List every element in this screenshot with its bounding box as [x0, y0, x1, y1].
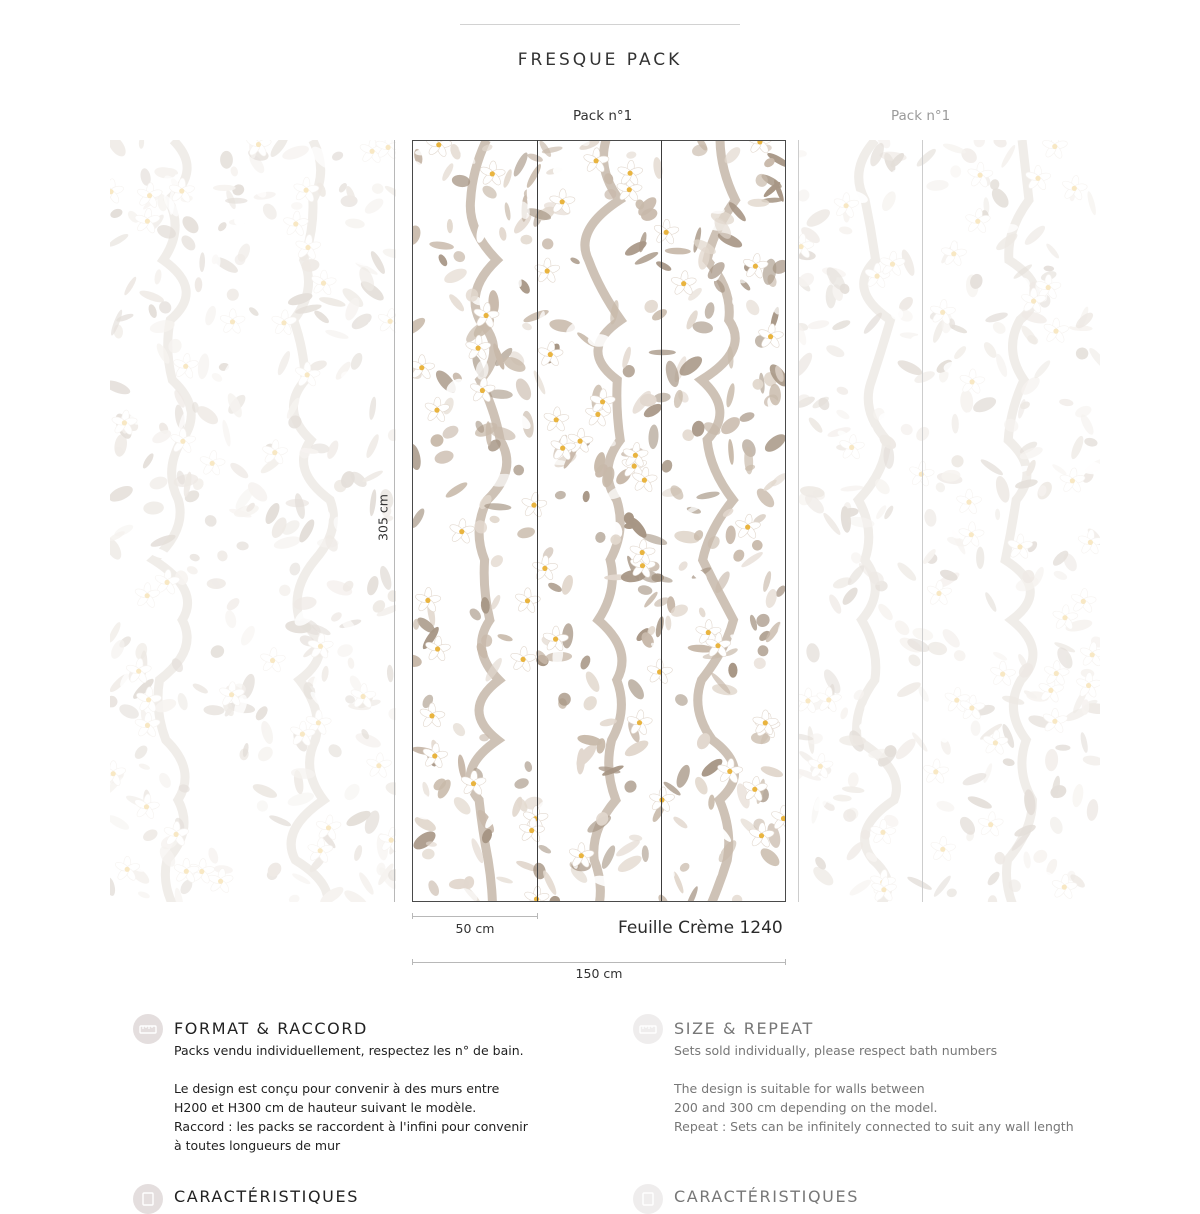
panel-seam [661, 140, 662, 902]
leaf [798, 881, 813, 900]
leaf [840, 140, 853, 162]
leaf [985, 870, 1001, 887]
leaf [223, 609, 237, 629]
leaf [992, 140, 1008, 149]
leaf [291, 202, 302, 210]
leaf [1075, 347, 1088, 360]
leaf [946, 887, 958, 898]
leaf [804, 206, 833, 230]
dimension-tick [537, 913, 538, 919]
leaf [798, 613, 808, 631]
leaf [935, 799, 956, 814]
leaf [798, 350, 815, 379]
leaf [923, 508, 937, 527]
leaf [1071, 858, 1083, 871]
leaf [938, 431, 959, 454]
info-line-en: Repeat : Sets can be infinitely connected to suit any wall length [674, 1119, 1074, 1134]
leaf [903, 205, 923, 212]
leaf [335, 642, 354, 659]
leaf [365, 575, 380, 597]
leaf [296, 517, 317, 544]
leaf [110, 232, 130, 249]
leaf [1048, 815, 1066, 836]
leaf [228, 460, 251, 481]
characteristics-heading-en: CARACTÉRISTIQUES [674, 1187, 859, 1206]
leaf [220, 151, 233, 169]
leaf [979, 457, 1005, 477]
leaf [1069, 434, 1086, 460]
leaf [189, 553, 201, 563]
leaf [845, 563, 867, 587]
leaf [1052, 569, 1068, 582]
leaf [228, 883, 239, 902]
panel-seam [537, 140, 538, 902]
flower [310, 270, 337, 296]
leaf [950, 165, 961, 177]
leaf [982, 762, 994, 783]
flower [219, 309, 246, 335]
leaf [362, 196, 386, 217]
leaf [253, 704, 270, 722]
leaf [342, 887, 371, 902]
leaf [275, 350, 292, 377]
leaf [364, 433, 381, 459]
leaf [1071, 783, 1085, 808]
leaf [992, 650, 1008, 662]
leaf [810, 354, 836, 375]
leaf [835, 408, 851, 421]
leaf [184, 527, 212, 534]
leaf [141, 452, 155, 470]
leaf [138, 140, 144, 149]
flower [1075, 672, 1100, 698]
leaf [966, 740, 980, 754]
leaf [341, 781, 362, 803]
leaf [209, 251, 221, 270]
leaf [324, 328, 349, 341]
leaf [802, 384, 821, 391]
leaf [179, 233, 198, 253]
leaf [952, 344, 968, 361]
leaf [971, 394, 998, 415]
flower [366, 752, 393, 778]
leaf [329, 610, 343, 623]
leaf [839, 706, 850, 720]
flower [940, 241, 967, 267]
leaf [956, 600, 973, 611]
characteristics-heading-fr: CARACTÉRISTIQUES [174, 1187, 359, 1206]
info-line-fr: Le design est conçu pour convenir à des murs entre [174, 1081, 500, 1096]
main-pack-frame [412, 140, 786, 902]
flower [956, 489, 983, 515]
leaf [368, 396, 377, 420]
leaf [224, 596, 241, 613]
leaf [1078, 413, 1096, 437]
pack-label-next[interactable]: Pack n°1 [891, 108, 951, 124]
foliage-pattern [110, 140, 396, 902]
leaf [110, 207, 124, 220]
leaf [942, 142, 967, 156]
preview-panel-right-faded [798, 140, 1100, 902]
leaf [807, 319, 830, 331]
leaf [368, 712, 380, 730]
leaf [147, 303, 158, 319]
format-heading-fr: FORMAT & RACCORD [174, 1019, 368, 1038]
leaf [312, 309, 330, 326]
leaf [153, 269, 162, 285]
leaf [984, 220, 998, 235]
leaf [255, 798, 271, 814]
leaf [110, 813, 131, 833]
leaf [836, 385, 850, 396]
ruler-icon [633, 1014, 663, 1044]
leaf [361, 469, 384, 484]
leaf [219, 849, 239, 866]
leaf [137, 890, 151, 900]
leaf [807, 416, 825, 435]
leaf [195, 277, 203, 292]
leaf [1087, 140, 1099, 149]
pack-label-main[interactable]: Pack n°1 [573, 108, 633, 124]
leaf [110, 378, 132, 398]
leaf [946, 194, 959, 202]
leaf [970, 236, 986, 259]
flower [922, 759, 949, 785]
leaf [952, 648, 968, 663]
page-title: FRESQUE PACK [517, 50, 683, 70]
foliage-pattern [798, 140, 1100, 902]
leaf [1052, 580, 1070, 596]
leaf [347, 657, 355, 669]
leaf [215, 549, 229, 564]
leaf [378, 565, 394, 591]
panel-width-dimension-line [412, 916, 538, 917]
flower [259, 647, 286, 673]
info-line-fr: à toutes longueurs de mur [174, 1138, 341, 1153]
flower [172, 353, 199, 380]
leaf [892, 618, 912, 638]
leaf [1031, 847, 1050, 865]
leaf [899, 422, 915, 438]
leaf [375, 388, 394, 401]
leaf [213, 185, 236, 191]
leaf [318, 295, 346, 309]
leaf [849, 550, 863, 565]
leaf [896, 376, 912, 392]
info-line-fr: Packs vendu individuellement, respectez les n° de bain. [174, 1043, 524, 1058]
leaf [926, 179, 949, 192]
panel-seam [798, 140, 799, 902]
leaf [1051, 463, 1068, 477]
leaf [148, 475, 169, 492]
leaf [842, 785, 865, 794]
leaf [827, 593, 844, 616]
leaf [840, 585, 860, 607]
leaf [143, 501, 164, 515]
info-line-fr: Raccord : les packs se raccordent à l'infini pour convenir [174, 1119, 528, 1134]
leaf [831, 318, 851, 332]
leaf [1086, 798, 1100, 821]
flower [1070, 588, 1097, 614]
leaf [1045, 749, 1059, 772]
leaf [817, 166, 834, 186]
leaf [191, 682, 209, 696]
leaf [196, 353, 210, 380]
leaf [176, 692, 190, 712]
leaf [999, 144, 1017, 169]
roll-icon [633, 1184, 663, 1214]
leaf [266, 580, 281, 596]
leaf [936, 517, 952, 537]
height-dimension-label: 305 cm [375, 494, 391, 541]
leaf [973, 140, 986, 148]
leaf [268, 813, 292, 828]
leaf [251, 781, 279, 800]
leaf [895, 560, 919, 583]
branch [1005, 140, 1035, 902]
leaf [995, 509, 1000, 521]
leaf [852, 247, 866, 261]
leaf [202, 513, 218, 529]
leaf [225, 198, 247, 204]
info-line-en: The design is suitable for walls between [674, 1081, 925, 1096]
leaf [215, 238, 228, 250]
leaf [817, 452, 831, 466]
leaf [824, 343, 846, 360]
leaf [110, 876, 117, 897]
dimension-tick [412, 913, 413, 919]
leaf [344, 218, 365, 230]
leaf [340, 553, 352, 563]
leaf [1087, 346, 1100, 372]
leaf [207, 846, 220, 865]
leaf [1082, 754, 1100, 767]
panel-width-label: 50 cm [455, 921, 495, 936]
panel-seam [922, 140, 923, 902]
leaf [1083, 437, 1098, 448]
info-line-en: Sets sold individually, please respect bath numbers [674, 1043, 998, 1058]
flower [134, 208, 161, 234]
leaf [357, 871, 376, 897]
preview-panel-left-faded [110, 140, 396, 902]
leaf [893, 736, 919, 762]
leaf [906, 652, 923, 669]
leaf [138, 288, 165, 304]
leaf [959, 411, 974, 438]
leaf [371, 182, 384, 194]
leaf [225, 287, 241, 303]
leaf [848, 877, 874, 898]
leaf [1022, 851, 1031, 869]
leaf [337, 412, 348, 421]
leaf [236, 541, 249, 551]
leaf [234, 214, 253, 228]
leaf [960, 389, 974, 413]
leaf [839, 735, 866, 746]
flower [170, 428, 197, 454]
leaf [1002, 757, 1015, 767]
leaf [281, 143, 311, 163]
leaf [141, 827, 159, 843]
leaf [1043, 265, 1054, 271]
leaf [983, 591, 998, 613]
leaf [844, 840, 865, 863]
leaf [255, 744, 276, 764]
leaf [1019, 323, 1040, 346]
leaf [216, 221, 228, 233]
leaf [1032, 358, 1052, 380]
leaf [1079, 732, 1089, 754]
leaf [203, 305, 218, 327]
leaf [179, 213, 202, 236]
leaf [113, 338, 126, 367]
leaf [221, 419, 233, 447]
top-divider [460, 24, 740, 25]
leaf [208, 643, 226, 660]
leaf [836, 238, 854, 256]
leaf [110, 695, 118, 708]
leaf [971, 720, 981, 736]
leaf [976, 622, 988, 635]
leaf [117, 701, 141, 721]
leaf [831, 467, 847, 483]
leaf [827, 717, 842, 728]
leaf [110, 483, 135, 505]
leaf [1086, 190, 1098, 215]
leaf [993, 475, 1012, 505]
leaf [110, 246, 130, 255]
leaf [248, 306, 260, 318]
leaf [210, 371, 224, 383]
leaf [262, 160, 290, 180]
leaf [260, 201, 280, 222]
size-heading-en: SIZE & REPEAT [674, 1019, 814, 1038]
total-width-label: 150 cm [575, 966, 623, 981]
leaf [257, 540, 268, 554]
leaf [1022, 867, 1042, 889]
leaf [288, 561, 302, 577]
leaf [821, 511, 842, 536]
leaf [349, 351, 365, 371]
leaf [1045, 242, 1061, 260]
leaf [915, 147, 939, 169]
leaf [1059, 398, 1074, 407]
flower [110, 178, 124, 204]
leaf [837, 762, 858, 772]
leaf [157, 771, 174, 790]
leaf [238, 848, 264, 858]
leaf [966, 794, 993, 811]
leaf [876, 602, 896, 623]
leaf [386, 664, 394, 682]
leaf [838, 225, 853, 235]
leaf [252, 829, 265, 843]
leaf [994, 353, 1010, 379]
leaf [110, 140, 129, 159]
flower [959, 369, 986, 395]
info-line-en: 200 and 300 cm depending on the model. [674, 1100, 938, 1115]
leaf [1055, 744, 1070, 750]
leaf [987, 895, 997, 902]
leaf [265, 480, 289, 502]
leaf [805, 642, 821, 664]
leaf [352, 844, 363, 862]
leaf [354, 771, 370, 784]
leaf [1057, 261, 1067, 273]
dimension-tick [412, 959, 413, 965]
leaf [798, 569, 812, 591]
leaf [798, 187, 812, 204]
product-name: Feuille Crème 1240 [618, 918, 783, 938]
leaf [951, 414, 959, 434]
roll-icon [133, 1184, 163, 1214]
leaf [840, 485, 863, 493]
leaf [199, 252, 205, 272]
flower [989, 661, 1016, 687]
leaf [862, 311, 885, 336]
leaf [976, 547, 984, 569]
flower [134, 583, 161, 609]
leaf [1000, 382, 1014, 399]
height-dimension-line [394, 140, 395, 902]
leaf [949, 453, 966, 470]
leaf [326, 742, 344, 760]
leaf [368, 337, 393, 359]
leaf [331, 150, 345, 162]
dimension-tick [785, 959, 786, 965]
leaf [893, 888, 918, 900]
total-width-dimension-line [412, 962, 786, 963]
leaf [879, 189, 898, 213]
leaf [123, 276, 139, 297]
leaf [847, 772, 859, 788]
info-line-fr: H200 et H300 cm de hauteur suivant le modèle. [174, 1100, 477, 1115]
leaf [230, 166, 239, 178]
leaf [947, 211, 961, 239]
ruler-icon [133, 1014, 163, 1044]
